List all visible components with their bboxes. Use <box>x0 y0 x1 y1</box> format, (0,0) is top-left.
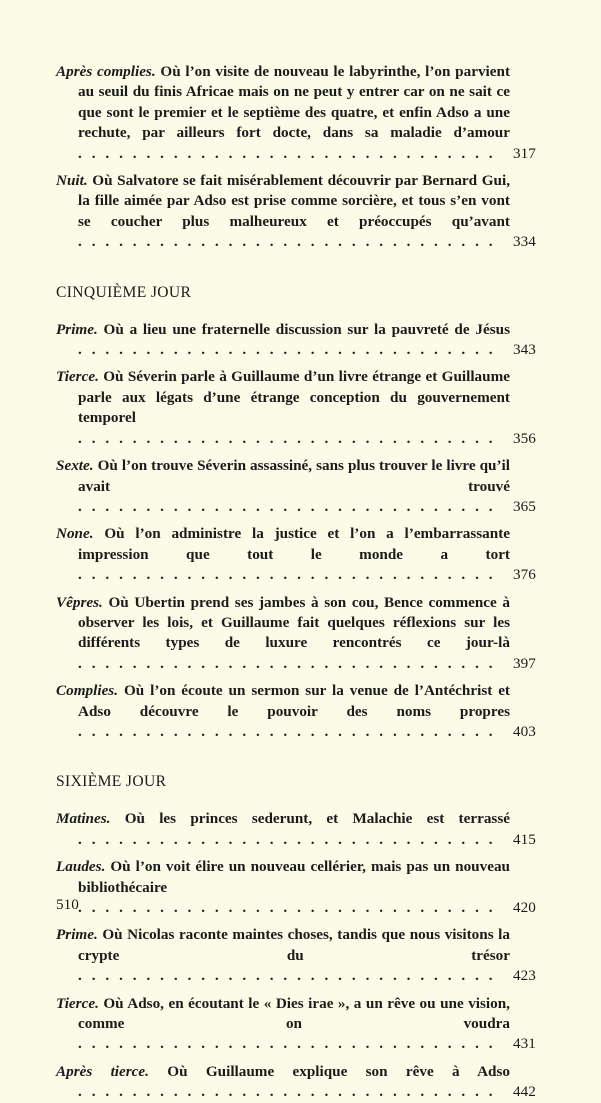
toc-entry-text: Où les princes sederunt, et Malachie est terrassé <box>124 810 510 828</box>
toc-entry[interactable] <box>56 367 545 449</box>
toc-entry[interactable] <box>56 456 545 517</box>
toc-entry[interactable] <box>56 809 545 850</box>
dot-leader: . . . . . . . . . . . . . . . . . . . . . . . . . . . . . . . <box>78 497 496 515</box>
toc-entry-text: Où l’on voit élire un nouveau cellérier, mais pas un nouveau bibliothécaire <box>78 858 510 896</box>
toc-entry-body <box>56 1062 510 1103</box>
toc-entry-body <box>56 925 510 986</box>
page-folio: 510 <box>56 896 79 913</box>
toc-entry[interactable] <box>56 857 545 918</box>
toc-entry-text: Où Salvatore se fait misérablement découvrir par Bernard Gui, la fille aimée par Adso est prise comme sorcière, et tous s’en vont se coucher plus malheureux et préoccupés qu’avant <box>78 172 510 230</box>
toc-entry-body <box>56 456 510 517</box>
toc-entry-page-number: 317 <box>513 144 536 162</box>
dot-leader: . . . . . . . . . . . . . . . . . . . . . . . . . . . . . . . <box>78 144 496 162</box>
section-heading: CINQUIÈME JOUR <box>56 283 192 301</box>
toc-entry-label: Prime. <box>56 320 98 338</box>
toc-entry-text: Où Ubertin prend ses jambes à son cou, Bence commence à observer les lois, et Guillaume fait quelques réflexions sur les différents types de luxure rencontrés ce jour-là <box>78 593 510 652</box>
toc-entry-label: Prime. <box>56 926 98 944</box>
toc-entry-text: Où a lieu une fraternelle discussion sur la pauvreté de Jésus <box>103 320 510 338</box>
toc-entry[interactable] <box>56 320 545 361</box>
toc-entry-page-number: 376 <box>513 566 536 584</box>
toc-entry-label: Tierce. <box>56 368 99 386</box>
toc-entry-body <box>56 994 510 1055</box>
toc-entry-label: Nuit. <box>56 172 88 190</box>
dot-leader: . . . . . . . . . . . . . . . . . . . . . . . . . . . . . . . <box>78 654 496 672</box>
section-heading: SIXIÈME JOUR <box>56 773 167 791</box>
dot-leader: . . . . . . . . . . . . . . . . . . . . . . . . . . . . . . . <box>78 341 496 359</box>
dot-leader: . . . . . . . . . . . . . . . . . . . . . . . . . . . . . . . <box>78 566 496 584</box>
toc-entry-label: Après tierce. <box>56 1062 149 1080</box>
dot-leader: . . . . . . . . . . . . . . . . . . . . . . . . . . . . . . . <box>78 1083 496 1101</box>
toc-entry-body <box>56 809 510 850</box>
toc-entry[interactable] <box>56 994 545 1055</box>
dot-leader: . . . . . . . . . . . . . . . . . . . . . . . . . . . . . . . <box>78 429 496 447</box>
toc-entry-page-number: 431 <box>513 1035 536 1053</box>
toc-entry-body <box>56 681 510 742</box>
toc-entry-body <box>56 593 510 675</box>
toc-entry-body <box>56 171 510 253</box>
toc-entry-page-number: 403 <box>513 722 536 740</box>
toc-entry-page-number: 420 <box>513 898 536 916</box>
toc-entry-body <box>56 367 510 449</box>
toc-entry[interactable] <box>56 1062 545 1103</box>
toc-entry-label: Laudes. <box>56 858 106 876</box>
toc-entry-page-number: 343 <box>513 341 536 359</box>
toc-content <box>56 62 545 1103</box>
toc-entry-page-number: 442 <box>513 1083 536 1101</box>
toc-entry[interactable] <box>56 593 545 675</box>
toc-entry-page-number: 397 <box>513 654 536 672</box>
toc-entry-text: Où Séverin parle à Guillaume d’un livre étrange et Guillaume parle aux légats d’une étrange conception du gouvernement temporel <box>78 368 510 427</box>
toc-entry-text: Où Nicolas raconte maintes choses, tandis que nous visitons la crypte du trésor <box>78 926 510 964</box>
toc-entry-body <box>56 62 511 164</box>
toc-entry[interactable] <box>56 524 545 585</box>
toc-entry-body <box>56 320 510 361</box>
toc-entry-text: Où l’on trouve Séverin assassiné, sans plus trouver le livre qu’il avait trouvé <box>78 457 510 495</box>
toc-entry-page-number: 334 <box>513 233 536 251</box>
toc-entry-text: Où l’on écoute un sermon sur la venue de l’Antéchrist et Adso découvre le pouvoir des noms propres <box>78 682 510 720</box>
toc-entry[interactable] <box>56 171 545 253</box>
dot-leader: . . . . . . . . . . . . . . . . . . . . . . . . . . . . . . . <box>78 1035 496 1053</box>
toc-entry-body <box>56 524 510 585</box>
toc-entry-label: Tierce. <box>56 994 99 1012</box>
toc-entry-page-number: 415 <box>513 830 536 848</box>
toc-entry-label: Après complies. <box>56 63 156 80</box>
dot-leader: . . . . . . . . . . . . . . . . . . . . . . . . . . . . . . . <box>78 233 496 251</box>
dot-leader: . . . . . . . . . . . . . . . . . . . . . . . . . . . . . . . <box>78 830 496 848</box>
toc-entry[interactable] <box>56 681 545 742</box>
toc-entry-page-number: 423 <box>513 967 536 985</box>
toc-entry-label: Sexte. <box>56 457 94 475</box>
toc-entry[interactable] <box>56 62 545 164</box>
toc-entry-page-number: 356 <box>513 429 536 447</box>
toc-entry-label: None. <box>56 525 94 543</box>
toc-entry-page-number: 365 <box>513 497 536 515</box>
dot-leader: . . . . . . . . . . . . . . . . . . . . . . . . . . . . . . . <box>78 967 496 985</box>
dot-leader: . . . . . . . . . . . . . . . . . . . . . . . . . . . . . . . <box>78 899 496 916</box>
toc-entry-label: Complies. <box>56 682 119 700</box>
toc-entry[interactable] <box>56 925 545 986</box>
toc-entry-label: Vêpres. <box>56 593 103 611</box>
toc-entry-text: Où l’on administre la justice et l’on a l’embarrassante impression que tout le monde a tort <box>78 525 510 563</box>
toc-entry-text: Où l’on visite de nouveau le labyrinthe, l’on parvient au seuil du finis Africae mais on ne peut y entrer car on ne sait ce que sont le premier et le septième des quatre, et enfin Adso a une rechute, par ailleurs fort docte, dans sa maladie d’amour <box>78 63 511 142</box>
toc-entry-label: Matines. <box>56 810 111 828</box>
toc-entry-text: Où Adso, en écoutant le « Dies irae », a un rêve ou une vision, comme on voudra <box>78 994 510 1033</box>
toc-entry-text: Où Guillaume explique son rêve à Adso <box>167 1062 510 1080</box>
dot-leader: . . . . . . . . . . . . . . . . . . . . . . . . . . . . . . . <box>78 722 496 740</box>
